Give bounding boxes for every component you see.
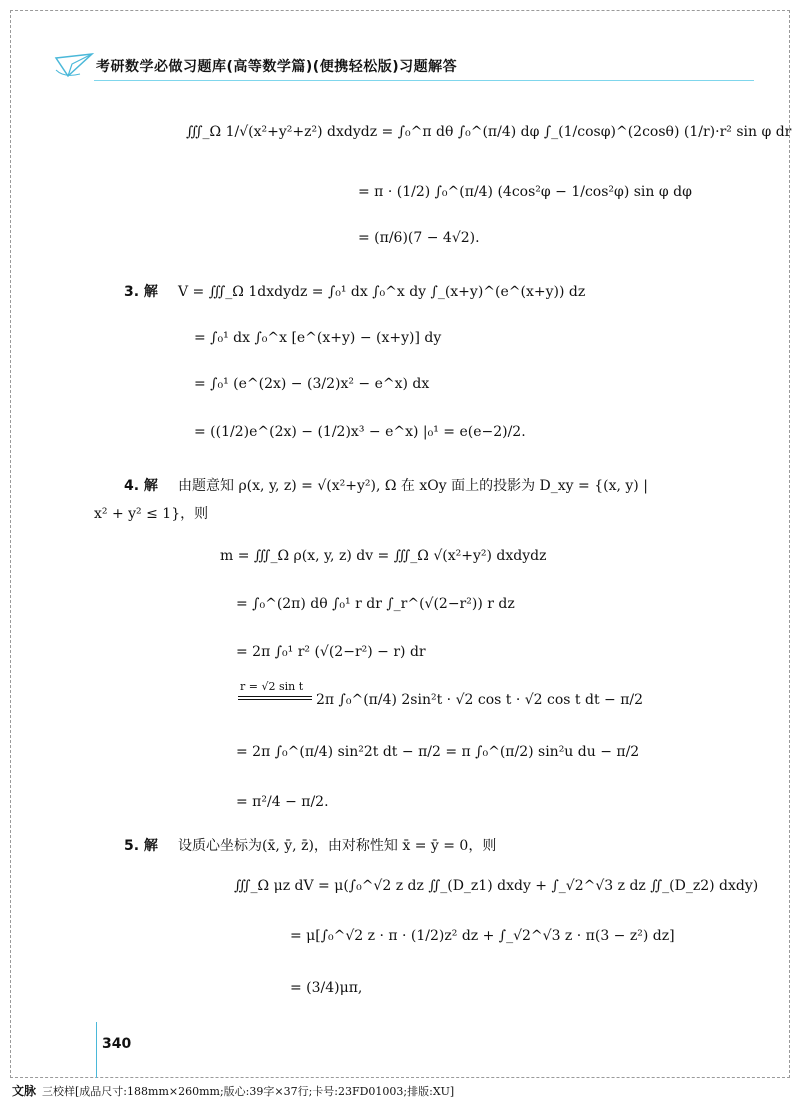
header-title: 考研数学必做习题库(高等数学篇)(便携轻松版)习题解答 [96, 59, 458, 75]
footer [12, 1082, 454, 1099]
eq1-step3: = (π/6)(7 − 4√2). [358, 230, 480, 246]
paper-plane-icon [54, 50, 98, 82]
eq1-step2: = π · (1/2) ∫₀^(π/4) (4cos²φ − 1/cos²φ) sin φ dφ [358, 184, 692, 200]
page-number: 340 [102, 1036, 132, 1052]
p4-line1b: x² + y² ≤ 1}，则 [94, 506, 209, 522]
p4-line6: = 2π ∫₀^(π/4) sin²2t dt − π/2 = π ∫₀^(π/2) sin²u du − π/2 [236, 744, 640, 760]
p4-line1: 由题意知 ρ(x, y, z) = √(x²+y²), Ω 在 xOy 面上的投影为 D_xy = {(x, y) | [178, 478, 648, 494]
page-number-rule [96, 1022, 97, 1078]
p3-line1: V = ∭_Ω 1dxdydz = ∫₀¹ dx ∫₀^x dy ∫_(x+y)^(e^(x+y)) dz [178, 284, 586, 300]
page-header [54, 50, 754, 90]
footer-brand: 文脉 [12, 1084, 37, 1098]
problem-4-label: 4. 解 [124, 478, 158, 494]
substitution-arrow-2 [238, 699, 312, 700]
p4-substitution: r = √2 sin t [240, 680, 304, 693]
p3-line4: = ((1/2)e^(2x) − (1/2)x³ − e^x) |₀¹ = e(e−2)/2. [194, 424, 526, 440]
p3-line2: = ∫₀¹ dx ∫₀^x [e^(x+y) − (x+y)] dy [194, 330, 442, 346]
page-frame [10, 10, 790, 1078]
p4-line7: = π²/4 − π/2. [236, 794, 329, 810]
p4-line4: = 2π ∫₀¹ r² (√(2−r²) − r) dr [236, 644, 426, 660]
eq1-left: ∭_Ω 1/√(x²+y²+z²) dxdydz = ∫₀^π dθ ∫₀^(π/4) dφ ∫_(1/cosφ)^(2cosθ) (1/r)·r² sin φ dr [186, 124, 792, 140]
p5-line2: ∭_Ω μz dV = μ(∫₀^√2 z dz ∬_(D_z1) dxdy + ∫_√2^√3 z dz ∬_(D_z2) dxdy) [234, 878, 759, 894]
p5-line4: = (3/4)μπ, [290, 980, 363, 996]
header-divider [94, 80, 754, 81]
p3-line3: = ∫₀¹ (e^(2x) − (3/2)x² − e^x) dx [194, 376, 430, 392]
p5-line1: 设质心坐标为(x̄, ȳ, z̄)，由对称性知 x̄ = ȳ = 0，则 [178, 838, 497, 854]
substitution-arrow [238, 696, 312, 697]
problem-5-label: 5. 解 [124, 838, 158, 854]
p5-line3: = μ[∫₀^√2 z · π · (1/2)z² dz + ∫_√2^√3 z · π(3 − z²) dz] [290, 928, 675, 944]
problem-3-label: 3. 解 [124, 284, 158, 300]
footer-info: 三校样[成品尺寸:188mm×260mm;版心:39字×37行;卡号:23FD01003;排版:XU] [42, 1085, 455, 1098]
p4-line5: 2π ∫₀^(π/4) 2sin²t · √2 cos t · √2 cos t dt − π/2 [316, 692, 644, 708]
p4-line2: m = ∭_Ω ρ(x, y, z) dv = ∭_Ω √(x²+y²) dxdydz [220, 548, 547, 564]
p4-line3: = ∫₀^(2π) dθ ∫₀¹ r dr ∫_r^(√(2−r²)) r dz [236, 596, 515, 612]
